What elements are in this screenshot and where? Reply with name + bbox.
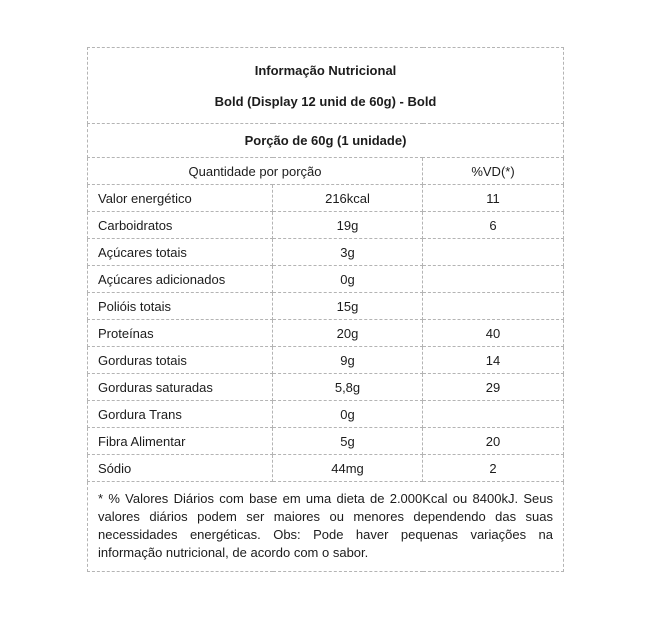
portion-label: Porção de 60g (1 unidade) — [88, 124, 564, 158]
table-row — [88, 293, 564, 320]
nutrient-dv: 11 — [423, 185, 564, 212]
nutrient-dv: 2 — [423, 455, 564, 482]
nutrient-amount: 5g — [273, 428, 423, 455]
table-row — [88, 185, 564, 212]
nutrient-dv — [423, 293, 564, 320]
nutrient-dv: 20 — [423, 428, 564, 455]
nutrient-dv: 40 — [423, 320, 564, 347]
nutrient-label: Carboidratos — [88, 212, 273, 239]
daily-value-column-header: %VD(*) — [423, 158, 564, 185]
table-row — [88, 347, 564, 374]
nutrient-dv: 29 — [423, 374, 564, 401]
nutrient-amount: 3g — [273, 239, 423, 266]
nutrient-label: Açúcares adicionados — [88, 266, 273, 293]
table-subtitle: Bold (Display 12 unid de 60g) - Bold — [214, 93, 437, 109]
table-row — [88, 401, 564, 428]
nutrient-amount: 0g — [273, 401, 423, 428]
nutrient-amount: 0g — [273, 266, 423, 293]
title-row — [88, 48, 564, 124]
nutrient-dv: 6 — [423, 212, 564, 239]
nutrient-amount: 44mg — [273, 455, 423, 482]
table-row — [88, 266, 564, 293]
table-row — [88, 374, 564, 401]
nutrient-dv — [423, 401, 564, 428]
nutrient-label: Proteínas — [88, 320, 273, 347]
table-row — [88, 239, 564, 266]
table-row — [88, 320, 564, 347]
column-header-row — [88, 158, 564, 185]
table-row — [88, 455, 564, 482]
table-title-cell — [88, 48, 564, 124]
nutrient-label: Fibra Alimentar — [88, 428, 273, 455]
nutrient-dv: 14 — [423, 347, 564, 374]
nutrient-label: Gorduras saturadas — [88, 374, 273, 401]
nutrient-dv — [423, 239, 564, 266]
nutrient-label: Açúcares totais — [88, 239, 273, 266]
nutrient-amount: 19g — [273, 212, 423, 239]
nutrient-label: Valor energético — [88, 185, 273, 212]
table-title: Informação Nutricional — [254, 62, 397, 78]
nutrition-table — [87, 47, 564, 572]
nutrient-amount: 15g — [273, 293, 423, 320]
nutrient-amount: 216kcal — [273, 185, 423, 212]
nutrient-label: Gorduras totais — [88, 347, 273, 374]
table-row — [88, 428, 564, 455]
nutrient-label: Gordura Trans — [88, 401, 273, 428]
table-row — [88, 212, 564, 239]
footnote-text: * % Valores Diários com base em uma dieta de 2.000Kcal ou 8400kJ. Seus valores diários podem ser maiores ou menores dependendo das suas necessidades energéticas. Obs: Pode haver pequenas variações na informação nutricional, de acordo com o sabor. — [88, 482, 564, 572]
nutrient-amount: 20g — [273, 320, 423, 347]
nutrient-label: Polióis totais — [88, 293, 273, 320]
footnote-row — [88, 482, 564, 572]
nutrient-amount: 5,8g — [273, 374, 423, 401]
portion-row — [88, 124, 564, 158]
quantity-column-header: Quantidade por porção — [88, 158, 423, 185]
nutrient-dv — [423, 266, 564, 293]
nutrient-amount: 9g — [273, 347, 423, 374]
nutrient-label: Sódio — [88, 455, 273, 482]
